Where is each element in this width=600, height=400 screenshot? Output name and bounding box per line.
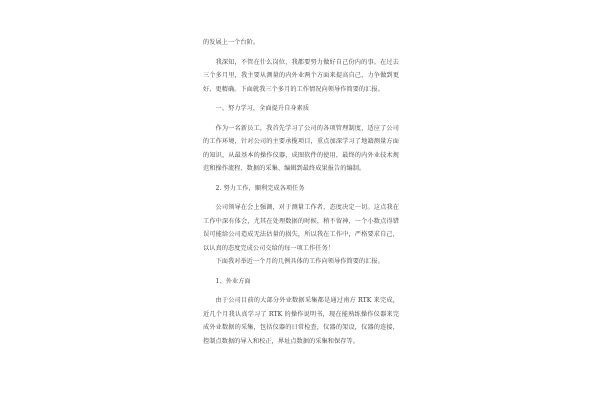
section-heading-study: 一、努力学习，全面提升自身素质 — [215, 105, 310, 112]
paragraph-intro-tail: 的发展上一个台阶。 — [203, 39, 260, 46]
section-heading-field: 1、外业方面 — [215, 277, 251, 285]
paragraph-study: 作为一名新员工，我首先学习了公司的各项管理制度，适应了公司的工作环境，针对公司的主要承揽项目，重点加深学习了地籍测量方面的知识，从最基本的操作仪器，成图软件的使用，最终的内外业技术规范和操作流程、数据的采集、编辑到最终成果报告的编制。 — [203, 124, 399, 172]
paragraph-overview: 我深知，不管在什么岗位，我都要努力做好自己份内的事。在过去三个多月里，我主要从测量的内外业两个方面来提高自己，力争做到更好、更精确。下面就我三个多月的工作情况向领导作简要的汇报。 — [203, 58, 399, 93]
document-body — [203, 36, 399, 348]
paragraph-field: 由于公司目前的大部分外业数据采集都是通过南方 RTK 来完成，近几个月我认真学习了 RTK 的操作说明书，现在能熟练操作仪器来完成外业数据的采集，包括仪器的日常检查，仪器的架设，仪器的连接，控制点数据的导入和校正，界址点数据的采集和保存等。 — [203, 297, 399, 345]
paragraph-report-intro: 下面我对举近一个月的几例具体的工作向领导作简要的汇报。 — [215, 258, 384, 265]
paragraph-work: 公司领导在会上强调，对于测量工作者，态度决定一切。这点我在工作中深有体会，尤其在处理数据的时候，稍不留神，一个小数点得错误可能给公司造成无法估量的损失，所以我在工作中，严格要求自己，以认真的态度完成公司交给的每一项工作任务！ — [203, 204, 399, 252]
section-heading-work: 2. 努力工作，顺利完成各项任务 — [215, 184, 305, 192]
